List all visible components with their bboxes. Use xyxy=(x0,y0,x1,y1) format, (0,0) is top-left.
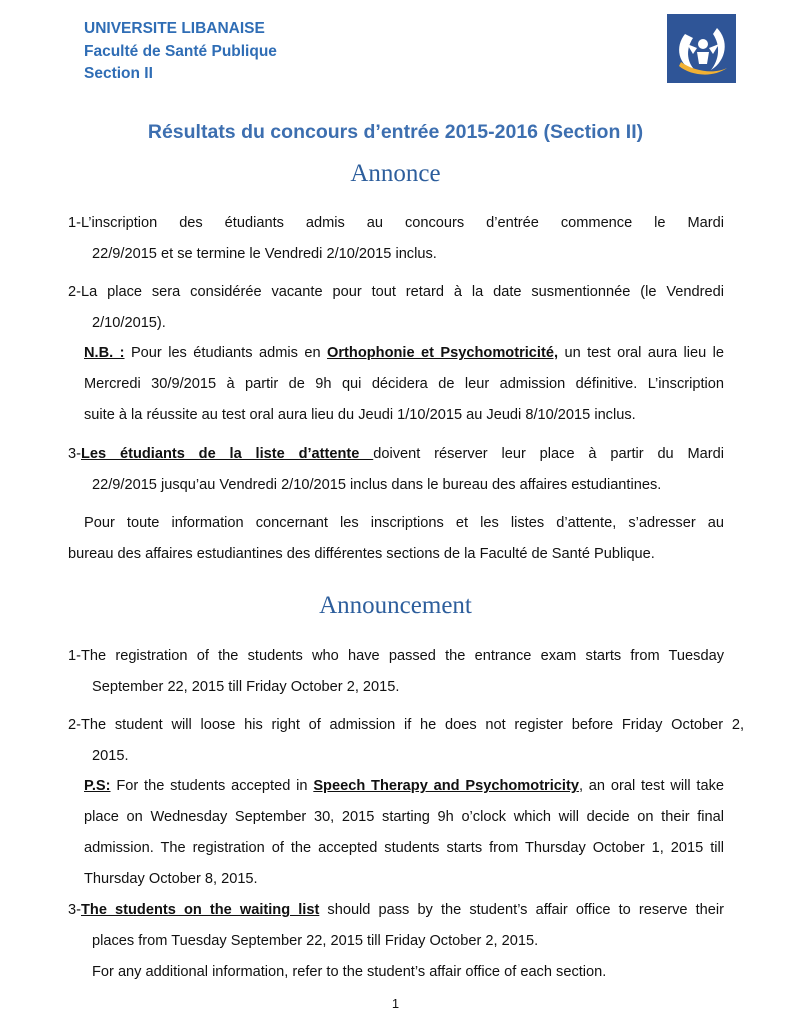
page-number: 1 xyxy=(391,996,400,1011)
en-ps-line-2: place on Wednesday September 30, 2015 starting 9h o’clock which will decide on their final xyxy=(84,809,724,825)
waiting-list-label-en: The students on the waiting list xyxy=(80,902,320,918)
fr-info-line-2: bureau des affaires estudiantines des différentes sections de la Faculté de Santé Publique. xyxy=(68,546,655,562)
en-item-3 xyxy=(68,895,724,988)
fr-item-3-line-1 xyxy=(68,439,724,470)
fr-item-3-line-2: 22/9/2015 jusqu’au Vendredi 2/10/2015 inclus dans le bureau des affaires estudiantines. xyxy=(92,477,662,493)
nb-pre: Pour les étudiants admis en xyxy=(124,345,328,361)
en-item-3-number: 3- xyxy=(68,902,81,918)
fr-item-2-line-1: 2-La place sera considérée vacante pour tout retard à la date susmentionnée (le Vendredi xyxy=(68,284,724,300)
fr-item-1-line-2: 22/9/2015 et se termine le Vendredi 2/10/2015 inclus. xyxy=(92,246,437,262)
en-item-1-line-2: September 22, 2015 till Friday October 2, 2015. xyxy=(92,679,400,695)
fr-nb-line-1 xyxy=(84,338,724,369)
nb-program: Orthophonie et Psychomotricité, xyxy=(327,345,559,361)
fr-item-2 xyxy=(68,277,724,339)
section-name: Section II xyxy=(84,65,153,82)
university-logo-icon xyxy=(667,14,736,83)
fr-nb-note xyxy=(68,338,724,431)
fr-info-line-1: Pour toute information concernant les inscriptions et les listes d’attente, s’adresser au xyxy=(84,515,724,531)
fr-info xyxy=(68,508,724,570)
en-info-line: For any additional information, refer to the student’s affair office of each section. xyxy=(92,964,607,980)
english-heading: Announcement xyxy=(319,592,472,619)
waiting-list-label-fr: Les étudiants de la liste d’attente xyxy=(80,446,374,462)
en-ps-note xyxy=(68,771,724,895)
fr-nb-line-2: Mercredi 30/9/2015 à partir de 9h qui décidera de leur admission définitive. L’inscription xyxy=(84,376,724,392)
en-item-3-line-2: places from Tuesday September 22, 2015 till Friday October 2, 2015. xyxy=(92,933,539,949)
en-ps-line-3: admission. The registration of the accepted students starts from Thursday October 1, 2015 till xyxy=(84,840,724,856)
french-heading: Annonce xyxy=(350,160,441,187)
en-item-1-line-1: 1-The registration of the students who have passed the entrance exam starts from Tuesday xyxy=(68,648,724,664)
document-header xyxy=(84,18,277,86)
en-item-3-post: should pass by the student’s affair office to reserve their xyxy=(319,902,724,918)
nb-label: N.B. : xyxy=(84,345,125,361)
en-item-3-line-1 xyxy=(68,895,724,926)
fr-item-1-line-1: 1-L’inscription des étudiants admis au concours d’entrée commence le Mardi xyxy=(68,215,724,231)
faculty-name: Faculté de Santé Publique xyxy=(84,42,277,60)
fr-item-3-number: 3- xyxy=(68,446,81,462)
ps-program: Speech Therapy and Psychomotricity xyxy=(313,778,579,794)
en-ps-line-1 xyxy=(84,771,724,802)
nb-post: un test oral aura lieu le xyxy=(558,345,725,361)
en-item-2 xyxy=(68,710,744,772)
university-name: UNIVERSITE LIBANAISE xyxy=(84,20,265,37)
fr-nb-line-3: suite à la réussite au test oral aura lieu du Jeudi 1/10/2015 au Jeudi 8/10/2015 inclus. xyxy=(84,407,636,423)
ps-pre: For the students accepted in xyxy=(110,778,314,794)
ps-label: P.S: xyxy=(84,778,111,794)
ps-post: , an oral test will take xyxy=(578,778,724,794)
page-title: Résultats du concours d’entrée 2015-2016 (Section II) xyxy=(147,121,644,143)
fr-item-2-line-2: 2/10/2015). xyxy=(92,315,166,331)
en-item-2-line-2: 2015. xyxy=(92,748,129,764)
fr-item-3-post: doivent réserver leur place à partir du Mardi xyxy=(373,446,725,462)
fr-item-1 xyxy=(68,208,724,270)
en-item-1 xyxy=(68,641,724,703)
fr-item-3 xyxy=(68,439,724,501)
en-item-2-line-1: 2-The student will loose his right of admission if he does not register before Friday October 2, xyxy=(68,717,744,733)
en-ps-line-4: Thursday October 8, 2015. xyxy=(84,871,258,887)
